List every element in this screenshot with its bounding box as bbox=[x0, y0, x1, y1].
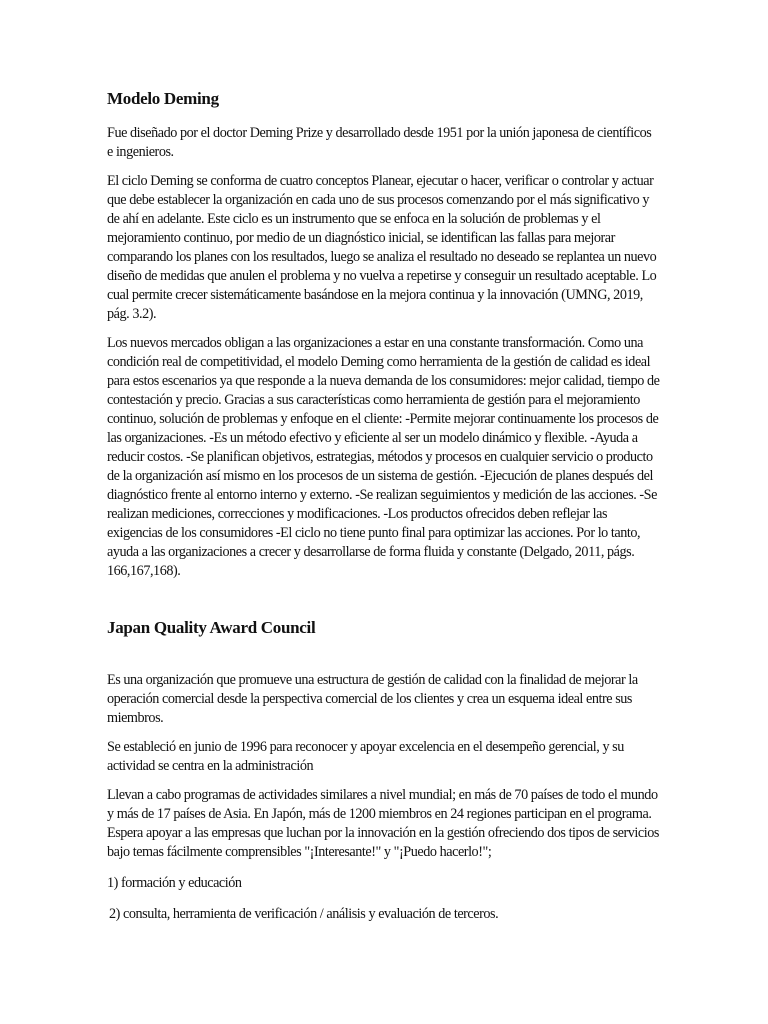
paragraph: Se estableció en junio de 1996 para reconocer y apoyar excelencia en el desempeño gerencial, y su actividad se centra en la administración bbox=[107, 739, 624, 774]
section-heading-modelo-deming: Modelo Deming bbox=[107, 89, 219, 108]
list-item: 1) formación y educación bbox=[107, 875, 242, 891]
paragraph: Es una organización que promueve una estructura de gestión de calidad con la finalidad de mejorar la operación comercial desde la perspectiva comercial de los clientes y crea un esquema ideal entre sus miembros. bbox=[107, 672, 638, 726]
list-item: 2) consulta, herramienta de verificación / análisis y evaluación de terceros. bbox=[109, 906, 499, 922]
paragraph: Los nuevos mercados obligan a las organizaciones a estar en una constante transformación. Como una condición real de competitividad, el modelo Deming como herramienta de la gestión de calidad es ideal para estos escenarios ya que responde a la nueva demanda de los consumidores: mejor calidad, tiempo de contestación y precio. Gracias a sus características como herramienta de gestión para el mejoramiento continuo, solución de problemas y enfoque en el cliente: -Permite mejorar continuamente los procesos de las organizaciones. -Es un método efectivo y eficiente al ser un modelo dinámico y flexible. -Ayuda a reducir costos. -Se planifican objetivos, estrategias, métodos y procesos en cualquier servicio o producto de la organización así mismo en los procesos de un sistema de gestión. -Ejecución de planes después del diagnóstico frente al entorno interno y externo. -Se realizan seguimientos y medición de las acciones. -Se realizan mediciones, correcciones y modificaciones. -Los productos ofrecidos deben reflejar las exigencias de los consumidores -El ciclo no tiene punto final para optimizar las acciones. Por lo tanto, ayuda a las organizaciones a crecer y desarrollarse de forma fluida y constante (Delgado, 2011, págs. 166,167,168). bbox=[107, 335, 660, 579]
section-heading-japan-quality-award-council: Japan Quality Award Council bbox=[107, 618, 316, 637]
paragraph: Fue diseñado por el doctor Deming Prize y desarrollado desde 1951 por la unión japonesa de científicos e ingenieros. bbox=[107, 125, 652, 160]
paragraph: El ciclo Deming se conforma de cuatro conceptos Planear, ejecutar o hacer, verificar o controlar y actuar que debe establecer la organización en cada uno de sus procesos comenzando por el más significativo y de ahí en adelante. Este ciclo es un instrumento que se enfoca en la solución de problemas y el mejoramiento continuo, por medio de un diagnóstico inicial, se identifican las fallas para mejorar comparando los planes con los resultados, luego se analiza el resultado no deseado se replantea un nuevo diseño de medidas que anulen el problema y no vuelva a repetirse y conseguir un resultado aceptable. Lo cual permite crecer sistemáticamente basándose en la mejora continua y la innovación (UMNG, 2019, pág. 3.2). bbox=[107, 173, 657, 322]
paragraph: Llevan a cabo programas de actividades similares a nivel mundial; en más de 70 países de todo el mundo y más de 17 países de Asia. En Japón, más de 1200 miembros en 24 regiones participan en el programa. Espera apoyar a las empresas que luchan por la innovación en la gestión ofreciendo dos tipos de servicios bajo temas fácilmente comprensibles "¡Interesante!" y "¡Puedo hacerlo!"; bbox=[107, 787, 659, 860]
document-page bbox=[107, 88, 660, 924]
